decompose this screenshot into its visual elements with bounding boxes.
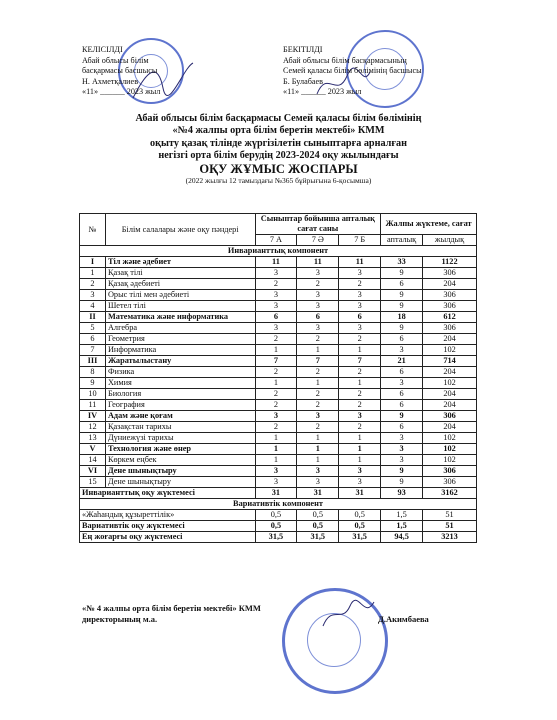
row-num: 9	[80, 378, 106, 389]
row-class-3: 6	[339, 312, 381, 323]
row-class-1: 3	[255, 290, 297, 301]
variative-row-b: 0,5	[297, 510, 339, 521]
row-num: 7	[80, 345, 106, 356]
row-class-1: 1	[255, 444, 297, 455]
row-yearly: 306	[423, 268, 477, 279]
header-class-1: 7 А	[255, 235, 297, 246]
row-subject: Қазақ әдебиеті	[105, 279, 255, 290]
row-weekly: 3	[381, 345, 423, 356]
header-class-2: 7 Ә	[297, 235, 339, 246]
row-class-2: 3	[297, 290, 339, 301]
row-subject: Геометрия	[105, 334, 255, 345]
row-class-1: 2	[255, 334, 297, 345]
row-weekly: 3	[381, 378, 423, 389]
approval-right-line1: Абай облысы білім басқармасының	[283, 55, 407, 65]
row-class-1: 3	[255, 301, 297, 312]
row-weekly: 9	[381, 411, 423, 422]
invariant-total-c: 31	[339, 488, 381, 499]
row-class-3: 7	[339, 356, 381, 367]
invariant-total-label: Инварианттық оқу жүктемесі	[80, 488, 256, 499]
row-yearly: 204	[423, 367, 477, 378]
header-yearly: жылдық	[423, 235, 477, 246]
row-subject: Қазақстан тарихы	[105, 422, 255, 433]
invariant-total-b: 31	[297, 488, 339, 499]
row-subject: Дене шынықтыру	[105, 466, 255, 477]
invariant-total-a: 31	[255, 488, 297, 499]
table-row	[80, 345, 477, 356]
row-class-2: 3	[297, 268, 339, 279]
row-class-3: 2	[339, 367, 381, 378]
variative-total-weekly: 1,5	[381, 521, 423, 532]
row-class-2: 3	[297, 466, 339, 477]
row-num: 5	[80, 323, 106, 334]
header-weekly: апталық	[381, 235, 423, 246]
row-class-3: 2	[339, 279, 381, 290]
title-line1: Абай облысы білім басқармасы Семей қаласы білім бөлімінің	[135, 113, 422, 124]
row-subject: Тіл және әдебиет	[105, 257, 255, 268]
row-class-3: 3	[339, 268, 381, 279]
table-section-row	[80, 411, 477, 422]
row-weekly: 6	[381, 400, 423, 411]
footer-signer: Д.Акимбаева	[378, 614, 429, 624]
row-class-2: 1	[297, 455, 339, 466]
row-yearly: 204	[423, 389, 477, 400]
row-class-1: 3	[255, 477, 297, 488]
header-class-3: 7 Б	[339, 235, 381, 246]
row-class-1: 2	[255, 422, 297, 433]
row-yearly: 612	[423, 312, 477, 323]
variative-row-weekly: 1,5	[381, 510, 423, 521]
row-class-3: 3	[339, 466, 381, 477]
approval-left-line2: басқармасы басшысы	[82, 66, 158, 75]
row-weekly: 6	[381, 334, 423, 345]
variative-heading: Вариативтік компонент	[80, 499, 477, 510]
table-section-row	[80, 356, 477, 367]
row-class-3: 1	[339, 433, 381, 444]
row-class-2: 2	[297, 389, 339, 400]
row-class-3: 2	[339, 422, 381, 433]
header-hours-group: Сыныптар бойынша апталық сағат саны	[255, 214, 381, 235]
row-class-2: 6	[297, 312, 339, 323]
title-line3: оқыту қазақ тілінде жүргізілетін сыныптарға арналған	[150, 137, 407, 149]
row-num: 11	[80, 400, 106, 411]
row-class-3: 1	[339, 455, 381, 466]
row-weekly: 18	[381, 312, 423, 323]
row-class-3: 11	[339, 257, 381, 268]
table-row	[80, 301, 477, 312]
invariant-total-yearly: 3162	[423, 488, 477, 499]
row-yearly: 306	[423, 466, 477, 477]
table-section-row	[80, 466, 477, 477]
row-weekly: 3	[381, 444, 423, 455]
row-subject: Химия	[105, 378, 255, 389]
row-subject: Технология және өнер	[105, 444, 255, 455]
approval-left-heading: КЕЛІСІЛДІ	[82, 45, 123, 54]
table-section-row	[80, 312, 477, 323]
row-subject: Дүниежүзі тарихы	[105, 433, 255, 444]
header-num: №	[80, 214, 106, 246]
row-yearly: 306	[423, 290, 477, 301]
row-yearly: 204	[423, 334, 477, 345]
table-row	[80, 268, 477, 279]
title-note: (2022 жылғы 12 тамыздағы №365 бұйрығына 6-қосымша)	[185, 176, 372, 186]
row-yearly: 102	[423, 444, 477, 455]
row-class-3: 1	[339, 345, 381, 356]
row-weekly: 9	[381, 323, 423, 334]
row-class-1: 7	[255, 356, 297, 367]
row-num: 10	[80, 389, 106, 400]
table-row	[80, 290, 477, 301]
row-yearly: 102	[423, 345, 477, 356]
row-class-2: 11	[297, 257, 339, 268]
row-num: 14	[80, 455, 106, 466]
max-total-b: 31,5	[297, 532, 339, 543]
row-class-1: 2	[255, 389, 297, 400]
row-class-1: 1	[255, 345, 297, 356]
invariant-heading: Инварианттық компонент	[80, 246, 477, 257]
row-weekly: 9	[381, 268, 423, 279]
row-subject: Математика және информатика	[105, 312, 255, 323]
table-section-row	[80, 257, 477, 268]
row-class-1: 3	[255, 466, 297, 477]
row-class-1: 3	[255, 268, 297, 279]
variative-total-c: 0,5	[339, 521, 381, 532]
row-num: V	[80, 444, 106, 455]
row-weekly: 3	[381, 455, 423, 466]
row-num: III	[80, 356, 106, 367]
row-yearly: 204	[423, 422, 477, 433]
row-subject: Адам және қоғам	[105, 411, 255, 422]
row-class-3: 3	[339, 290, 381, 301]
row-class-1: 11	[255, 257, 297, 268]
header-load-group: Жалпы жүктеме, сағат	[381, 214, 477, 235]
table-row	[80, 477, 477, 488]
row-num: 13	[80, 433, 106, 444]
variative-row-yearly: 51	[423, 510, 477, 521]
max-total-a: 31,5	[255, 532, 297, 543]
row-class-2: 2	[297, 367, 339, 378]
approval-left-line3: Н. Ахметқалиев	[82, 76, 139, 86]
document-title	[0, 113, 557, 185]
row-weekly: 33	[381, 257, 423, 268]
row-num: 2	[80, 279, 106, 290]
row-class-1: 1	[255, 378, 297, 389]
approval-right-heading: БЕКІТІЛДІ	[283, 45, 323, 54]
variative-total-a: 0,5	[255, 521, 297, 532]
row-class-1: 3	[255, 411, 297, 422]
row-num: 15	[80, 477, 106, 488]
row-subject: Информатика	[105, 345, 255, 356]
header-subject: Білім салалары және оқу пәндері	[105, 214, 255, 246]
max-total-c: 31,5	[339, 532, 381, 543]
row-yearly: 204	[423, 400, 477, 411]
row-yearly: 102	[423, 433, 477, 444]
row-class-1: 2	[255, 367, 297, 378]
table-row	[80, 334, 477, 345]
table-row	[80, 378, 477, 389]
row-class-3: 2	[339, 334, 381, 345]
approval-left-line1: Абай облысы білім	[82, 55, 149, 65]
row-num: 4	[80, 301, 106, 312]
invariant-total-weekly: 93	[381, 488, 423, 499]
row-class-1: 2	[255, 279, 297, 290]
table-row	[80, 323, 477, 334]
row-num: II	[80, 312, 106, 323]
row-class-3: 1	[339, 444, 381, 455]
row-class-1: 3	[255, 323, 297, 334]
row-num: IV	[80, 411, 106, 422]
row-yearly: 204	[423, 279, 477, 290]
row-subject: Алгебра	[105, 323, 255, 334]
row-subject: Дене шынықтыру	[105, 477, 255, 488]
row-class-2: 3	[297, 323, 339, 334]
title-line5: ОҚУ ЖҰМЫС ЖОСПАРЫ	[199, 162, 358, 177]
row-weekly: 9	[381, 290, 423, 301]
row-class-2: 2	[297, 422, 339, 433]
approval-left	[82, 45, 160, 98]
table-row	[80, 433, 477, 444]
row-yearly: 306	[423, 411, 477, 422]
row-weekly: 6	[381, 367, 423, 378]
row-weekly: 3	[381, 433, 423, 444]
row-yearly: 306	[423, 323, 477, 334]
table-row	[80, 455, 477, 466]
variative-row-c: 0,5	[339, 510, 381, 521]
row-subject: Шетел тілі	[105, 301, 255, 312]
row-class-3: 3	[339, 323, 381, 334]
table-row	[80, 400, 477, 411]
row-class-2: 3	[297, 477, 339, 488]
row-yearly: 102	[423, 455, 477, 466]
table-row	[80, 367, 477, 378]
approval-left-date: «11» ______ 2023 жыл	[82, 87, 161, 96]
row-yearly: 1122	[423, 257, 477, 268]
row-num: 12	[80, 422, 106, 433]
row-weekly: 6	[381, 389, 423, 400]
row-subject: Көркем еңбек	[105, 455, 255, 466]
row-num: VI	[80, 466, 106, 477]
row-class-2: 3	[297, 301, 339, 312]
row-class-2: 2	[297, 279, 339, 290]
row-weekly: 9	[381, 466, 423, 477]
row-yearly: 714	[423, 356, 477, 367]
row-subject: Биология	[105, 389, 255, 400]
row-class-2: 1	[297, 444, 339, 455]
variative-total-label: Вариативтік оқу жүктемесі	[80, 521, 256, 532]
max-total-label: Ең жоғарғы оқу жүктемесі	[80, 532, 256, 543]
row-yearly: 102	[423, 378, 477, 389]
row-class-2: 2	[297, 400, 339, 411]
row-class-3: 2	[339, 400, 381, 411]
row-yearly: 306	[423, 301, 477, 312]
title-line2: «№4 жалпы орта білім беретін мектебі» КММ	[172, 125, 385, 137]
row-class-2: 1	[297, 378, 339, 389]
max-total-weekly: 94,5	[381, 532, 423, 543]
approval-right-line2: Семей қаласы білім бөлімінің басшысы	[283, 66, 422, 75]
variative-total-b: 0,5	[297, 521, 339, 532]
max-total-yearly: 3213	[423, 532, 477, 543]
table-row	[80, 389, 477, 400]
row-class-2: 1	[297, 433, 339, 444]
row-class-2: 3	[297, 411, 339, 422]
row-class-2: 7	[297, 356, 339, 367]
row-weekly: 9	[381, 301, 423, 312]
signature-bottom	[320, 598, 376, 632]
row-subject: Жаратылыстану	[105, 356, 255, 367]
row-class-2: 1	[297, 345, 339, 356]
row-yearly: 306	[423, 477, 477, 488]
row-num: 8	[80, 367, 106, 378]
row-weekly: 21	[381, 356, 423, 367]
footer-line1: «№ 4 жалпы орта білім беретін мектебі» КММ	[82, 603, 261, 613]
row-subject: Орыс тілі мен әдебиеті	[105, 290, 255, 301]
row-num: 1	[80, 268, 106, 279]
footer-signature-block	[82, 603, 261, 625]
approval-right-line3: Б. Булабаев	[283, 76, 324, 86]
table-row	[80, 279, 477, 290]
approval-right-date: «11» ______ 2023 жыл	[283, 87, 362, 96]
row-class-3: 3	[339, 301, 381, 312]
approval-right	[283, 45, 422, 98]
row-num: 6	[80, 334, 106, 345]
row-class-1: 2	[255, 400, 297, 411]
title-line4: негізгі орта білім берудің 2023-2024 оқу жылындағы	[158, 149, 399, 161]
row-num: 3	[80, 290, 106, 301]
row-weekly: 6	[381, 422, 423, 433]
footer-line2: директорының м.а.	[82, 614, 158, 624]
row-subject: География	[105, 400, 255, 411]
curriculum-table	[79, 213, 477, 543]
row-class-1: 1	[255, 433, 297, 444]
row-class-2: 2	[297, 334, 339, 345]
row-weekly: 9	[381, 477, 423, 488]
variative-total-yearly: 51	[423, 521, 477, 532]
row-class-3: 2	[339, 389, 381, 400]
variative-row-a: 0,5	[255, 510, 297, 521]
row-class-3: 3	[339, 411, 381, 422]
row-weekly: 6	[381, 279, 423, 290]
row-class-3: 3	[339, 477, 381, 488]
row-class-3: 1	[339, 378, 381, 389]
row-subject: Физика	[105, 367, 255, 378]
table-section-row	[80, 444, 477, 455]
row-num: I	[80, 257, 106, 268]
row-class-1: 6	[255, 312, 297, 323]
row-subject: Қазақ тілі	[105, 268, 255, 279]
table-row	[80, 422, 477, 433]
variative-row-label: «Жаһандық құзыреттілік»	[80, 510, 256, 521]
row-class-1: 1	[255, 455, 297, 466]
